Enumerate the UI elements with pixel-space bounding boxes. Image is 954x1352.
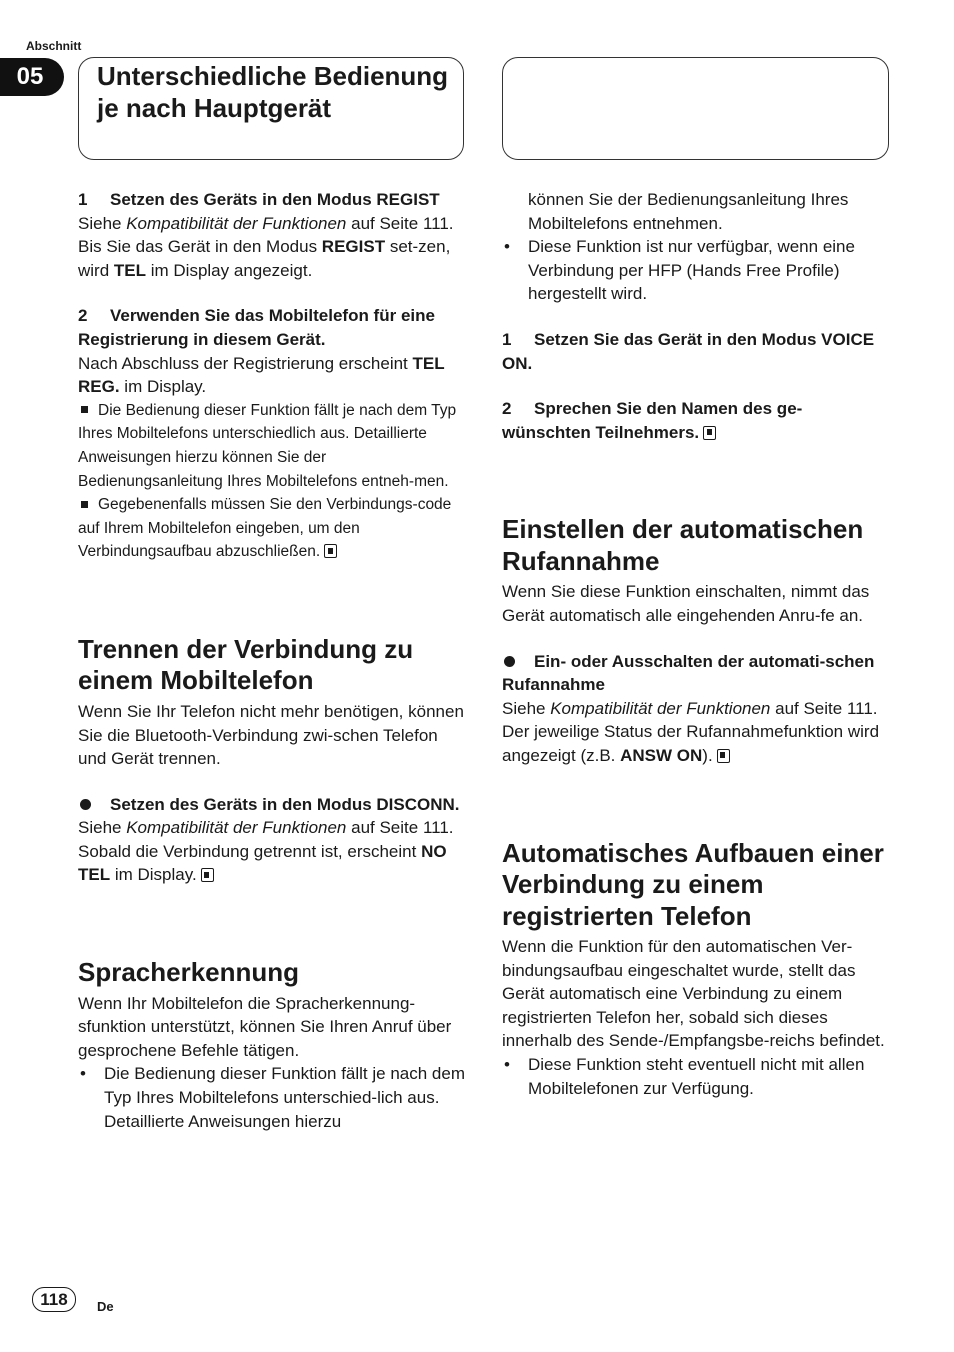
left-column — [78, 188, 466, 1133]
paragraph: Nach Abschluss der Registrierung erscheint TEL REG. im Display. — [78, 353, 445, 397]
step-heading: 1 Setzen des Geräts in den Modus REGIST — [78, 190, 440, 209]
paragraph: Wenn Sie Ihr Telefon nicht mehr benötigen, können Sie die Bluetooth-Verbindung zwi-schen Telefon und Gerät trennen. — [78, 701, 464, 769]
section-heading: Spracherkennung — [78, 957, 300, 988]
paragraph: Sobald die Verbindung getrennt ist, erscheint NO TEL im Display. — [78, 841, 447, 885]
step-heading: Ein- oder Ausschalten der automati-schen Rufannahme — [502, 651, 875, 695]
step-heading: 2 Sprechen Sie den Namen des ge-wünschten Teilnehmers. — [502, 399, 803, 442]
list-item: können Sie der Bedienungsanleitung Ihres Mobiltelefons entnehmen. — [528, 190, 849, 233]
page-number: 118 — [32, 1287, 76, 1312]
paragraph: Wenn die Funktion für den automatischen Ver-bindungsaufbau eingeschaltet wurde, stellt das Gerät automatisch eine Verbindung zu einem registrierten Telefon her, sobald sich dieses innerhalb des Sende-/Empfangsbe-reichs befindet. — [502, 937, 885, 1051]
chapter-title: Unterschiedliche Bedienung je nach Hauptgerät — [97, 61, 449, 123]
paragraph: Der jeweilige Status der Rufannahmefunktion wird angezeigt (z.B. ANSW ON). — [502, 722, 880, 765]
section-number-tab: 05 — [0, 58, 64, 96]
end-mark-icon — [201, 868, 214, 882]
step-heading: 2 Verwenden Sie das Mobiltelefon für eine Registrierung in diesem Gerät. — [78, 306, 435, 349]
square-bullet-icon — [81, 501, 88, 508]
note: Gegebenenfalls müssen Sie den Verbindungs-code auf Ihrem Mobiltelefon eingeben, um den Verbindungsaufbau abzuschließen. — [78, 496, 452, 561]
end-mark-icon — [324, 544, 337, 558]
bullet-icon: • — [504, 1054, 510, 1074]
language-code: De — [97, 1299, 114, 1314]
paragraph: Siehe Kompatibilität der Funktionen auf Seite 111. — [502, 698, 878, 718]
section-heading: Einstellen der automatischen Rufannahme — [502, 514, 864, 576]
paragraph: Siehe Kompatibilität der Funktionen auf Seite 111. — [78, 818, 454, 838]
list-item: • Die Bedienung dieser Funktion fällt je nach dem Typ Ihres Mobiltelefons unterschied-lich aus. Detaillierte Anweisungen hierzu — [80, 1064, 465, 1131]
note: Die Bedienung dieser Funktion fällt je nach dem Typ Ihres Mobiltelefons unterschiedlich aus. Detaillierte Anweisungen hierzu können Sie der Bedienungsanleitung Ihres Mobiltelefons entneh-men. — [78, 401, 457, 490]
bullet-dot-icon — [80, 799, 91, 810]
end-mark-icon — [717, 749, 730, 763]
end-mark-icon — [703, 426, 716, 440]
bullet-icon: • — [80, 1064, 86, 1084]
paragraph: Wenn Sie diese Funktion einschalten, nimmt das Gerät automatisch alle eingehenden Anru-fe an. — [502, 582, 870, 625]
paragraph: Bis Sie das Gerät in den Modus REGIST set-zen, wird TEL im Display angezeigt. — [78, 237, 451, 280]
bullet-icon: • — [504, 237, 510, 257]
square-bullet-icon — [81, 406, 88, 413]
paragraph: Siehe Kompatibilität der Funktionen auf Seite 111. — [78, 213, 454, 233]
section-heading: Trennen der Verbindung zu einem Mobiltelefon — [78, 633, 414, 696]
step-heading: 1 Setzen Sie das Gerät in den Modus VOICE ON. — [502, 329, 875, 373]
section-heading: Automatisches Aufbauen einer Verbindung zu einem registrierten Telefon — [502, 837, 884, 931]
bullet-dot-icon — [504, 656, 515, 667]
empty-header-box — [502, 57, 889, 160]
step-heading: Setzen des Geräts in den Modus DISCONN. — [78, 793, 466, 817]
paragraph: Wenn Ihr Mobiltelefon die Spracherkennung-sfunktion unterstützt, können Sie Ihren Anruf über gesprochene Befehle tätigen. — [78, 993, 452, 1060]
list-item: • Diese Funktion steht eventuell nicht mit allen Mobiltelefonen zur Verfügung. — [504, 1054, 865, 1098]
list-item: • Diese Funktion ist nur verfügbar, wenn eine Verbindung per HFP (Hands Free Profile) hergestellt wird. — [504, 237, 855, 304]
section-label: Abschnitt — [26, 39, 82, 53]
right-column — [502, 188, 890, 1100]
